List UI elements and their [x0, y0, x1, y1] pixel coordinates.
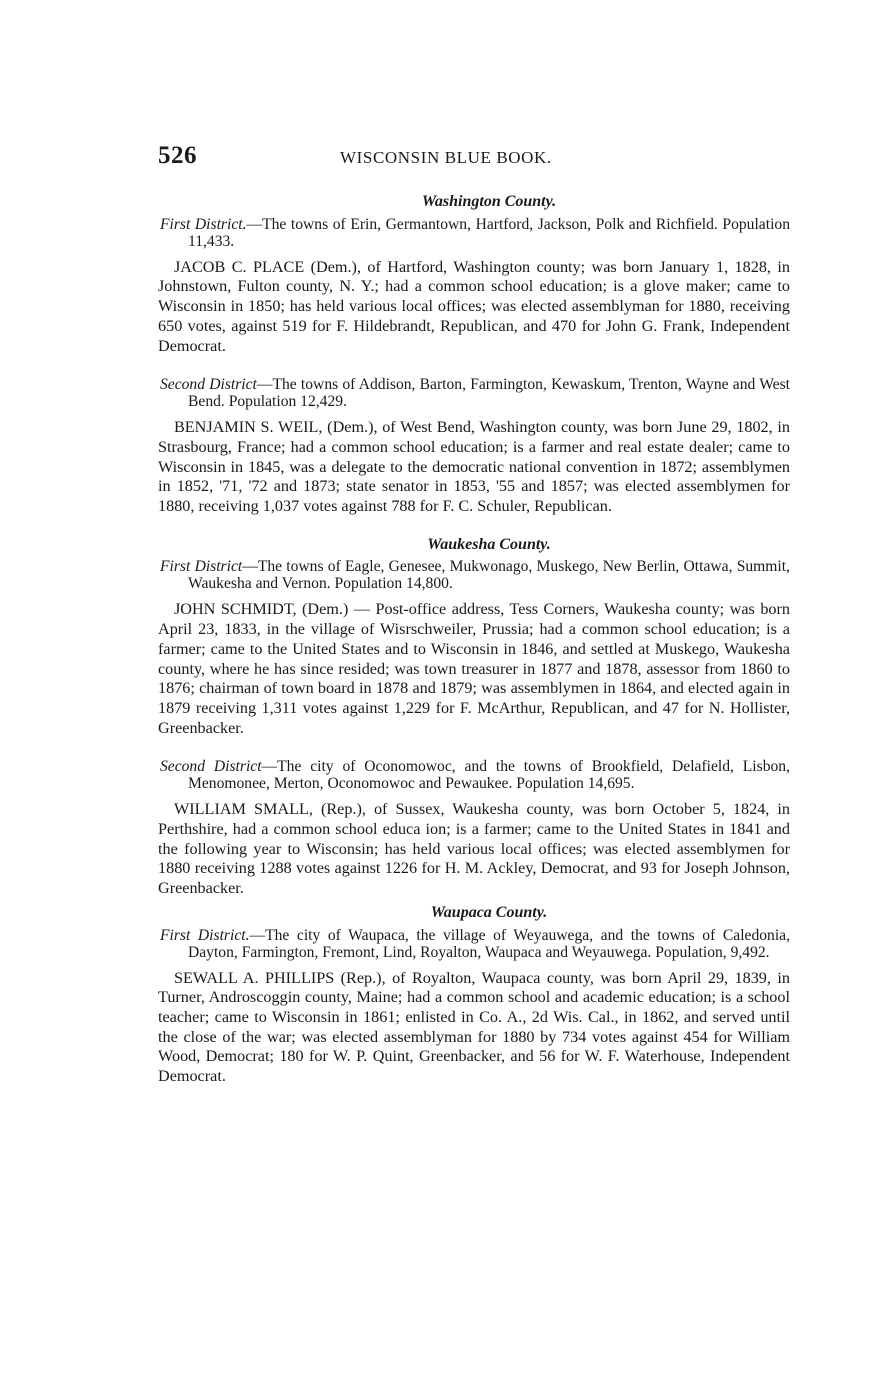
member-biography: SEWALL A. PHILLIPS (Rep.), of Royalton, Waupaca county, was born April 29, 1839, in Turner, Androscoggin county, Maine; had a common school and academic education; is a school teacher; came to Wisconsin in 1861; enlisted in Co. A., 2d Wis. Cal., in 1862, and served until the close of the war; was elected assemblyman for 1880 by 734 votes against 454 for William Wood, Democrat; 180 for W. P. Quint, Greenbacker, and 56 for W. F. Waterhouse, Independent Democrat.: [158, 968, 790, 1086]
book-title: WISCONSIN BLUE BOOK.: [340, 148, 552, 167]
district-label: Second District: [160, 376, 257, 394]
county-heading: Waukesha County.: [427, 535, 551, 553]
district-description: [158, 376, 790, 410]
district-text: —The city of Oconomowoc, and the towns of Brookfield, Delafield, Lisbon, Menomonee, Merton, Oconomowoc and Pewaukee. Population 14,695.: [188, 758, 791, 793]
county-section-waukesha: [158, 535, 790, 899]
district-description: [158, 758, 790, 792]
district-text: —The towns of Erin, Germantown, Hartford, Jackson, Polk and Richfield. Population 11,433.: [188, 215, 790, 250]
county-section-washington: [158, 192, 790, 517]
member-biography: WILLIAM SMALL, (Rep.), of Sussex, Waukesha county, was born October 5, 1824, in Perthshire, had a common school educa ion; is a farmer; came to the United States in 1841 and the following year to Wisconsin; has held various local offices; was elected assemblymen for 1880 receiving 1288 votes against 1226 for H. M. Ackley, Democrat, and 93 for Joseph Johnson, Greenbacker.: [158, 800, 790, 898]
district-label: Second District: [160, 758, 262, 776]
member-biography: JOHN SCHMIDT, (Dem.) — Post-office address, Tess Corners, Waukesha county; was born April 23, 1833, in the village of Wisrschweiler, Prussia; had a common school education; is a farmer; came to the United States and to Wisconsin in 1846, and settled at Muskego, Waukesha county, where he has since resided; was town treasurer in 1877 and 1878, assessor from 1860 to 1876; chairman of town board in 1878 and 1879; was assemblymen in 1864, and elected again in 1879 receiving 1,311 votes against 1,229 for F. McArthur, Republican, and 47 for N. Hollister, Greenbacker.: [158, 600, 790, 737]
district-description: [158, 927, 790, 961]
district-text: —The city of Waupaca, the village of Weyauwega, and the towns of Caledonia, Dayton, Farmington, Fremont, Lind, Royalton, Waupaca and Weyauwega. Population, 9,492.: [188, 926, 790, 961]
district-label: First District: [160, 558, 243, 576]
county-heading: Waupaca County.: [430, 903, 548, 921]
district-description: [158, 558, 790, 592]
district-description: [158, 216, 790, 250]
district-text: —The towns of Addison, Barton, Farmington, Kewaskum, Trenton, Wayne and West Bend. Population 12,429.: [188, 376, 790, 411]
member-biography: JACOB C. PLACE (Dem.), of Hartford, Washington county; was born January 1, 1828, in Johnstown, Fulton county, N. Y.; had a common school education; is a glove maker; came to Wisconsin in 1850; has held various local offices; was elected assemblyman for 1880, receiving 650 votes, against 519 for F. Hildebrandt, Republican, and 470 for John G. Frank, Independent Democrat.: [158, 257, 790, 355]
page-number: 526: [158, 142, 197, 169]
running-head: [158, 142, 790, 172]
district-label: First District.: [160, 215, 247, 233]
district-text: —The towns of Eagle, Genesee, Mukwonago, Muskego, New Berlin, Ottawa, Summit, Waukesha and Vernon. Population 14,800.: [188, 558, 790, 593]
district-label: First District.: [160, 926, 250, 944]
county-section-waupaca: [158, 903, 790, 1087]
member-biography: BENJAMIN S. WEIL, (Dem.), of West Bend, Washington county, was born June 29, 1802, in Strasbourg, France; had a common school education; is a farmer and real estate dealer; came to Wisconsin in 1845, was a delegate to the democratic national convention in 1872; assemblymen in 1852, '71, '72 and 1873; state senator in 1853, '55 and 1857; was elected assemblymen for 1880, receiving 1,037 votes against 788 for F. C. Schuler, Republican.: [158, 418, 790, 516]
page-body: [158, 192, 790, 1087]
county-heading: Washington County.: [421, 193, 557, 210]
